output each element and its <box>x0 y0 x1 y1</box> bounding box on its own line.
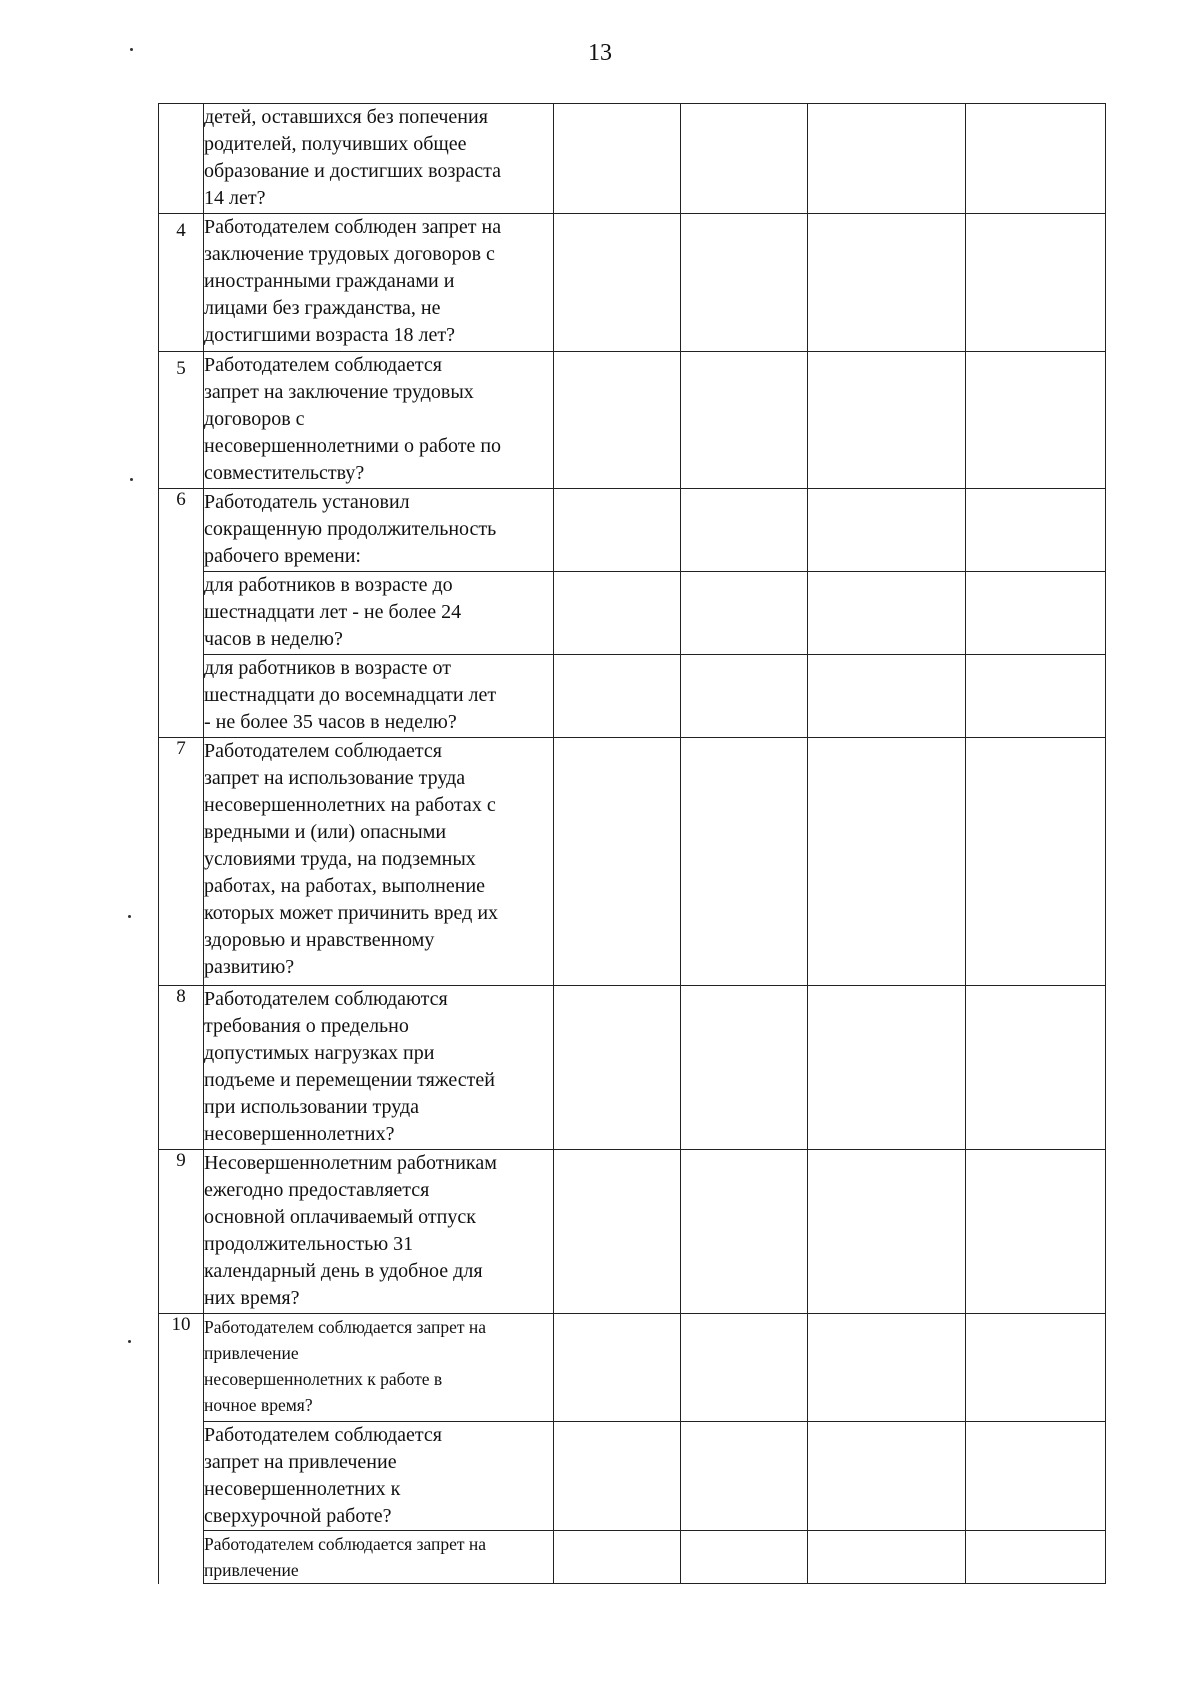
answer-cell-yes[interactable] <box>554 655 681 738</box>
answer-cell-no[interactable] <box>681 214 808 352</box>
answer-cell-note[interactable] <box>966 1314 1106 1422</box>
table-row <box>159 1531 1106 1584</box>
answer-cell-na[interactable] <box>808 1150 966 1314</box>
answer-cell-na[interactable] <box>808 738 966 986</box>
table-row <box>159 489 1106 572</box>
answer-cell-note[interactable] <box>966 489 1106 572</box>
answer-cell-yes[interactable] <box>554 572 681 655</box>
answer-cell-note[interactable] <box>966 738 1106 986</box>
answer-cell-note[interactable] <box>966 1531 1106 1584</box>
answer-cell-na[interactable] <box>808 214 966 352</box>
row-number: 5 <box>159 352 204 489</box>
answer-cell-no[interactable] <box>681 738 808 986</box>
answer-cell-note[interactable] <box>966 104 1106 214</box>
table-row <box>159 1422 1106 1531</box>
answer-cell-no[interactable] <box>681 1422 808 1531</box>
answer-cell-na[interactable] <box>808 352 966 489</box>
answer-cell-yes[interactable] <box>554 1314 681 1422</box>
answer-cell-no[interactable] <box>681 489 808 572</box>
answer-cell-yes[interactable] <box>554 986 681 1150</box>
answer-cell-na[interactable] <box>808 655 966 738</box>
question-text: детей, оставшихся без попечения родителей, получивших общее образование и достигших возраста 14 лет? <box>204 104 554 214</box>
table-row <box>159 1314 1106 1422</box>
table-row <box>159 214 1106 352</box>
question-text: Работодателем соблюдается запрет на привлечение <box>204 1531 554 1584</box>
answer-cell-yes[interactable] <box>554 104 681 214</box>
answer-cell-no[interactable] <box>681 986 808 1150</box>
table-row <box>159 352 1106 489</box>
answer-cell-na[interactable] <box>808 986 966 1150</box>
answer-cell-note[interactable] <box>966 1150 1106 1314</box>
answer-cell-no[interactable] <box>681 104 808 214</box>
question-text: для работников в возрасте от шестнадцати до восемнадцати лет - не более 35 часов в неделю? <box>204 655 554 738</box>
page-number: 13 <box>588 40 612 66</box>
row-number: 8 <box>159 986 204 1150</box>
question-text: Несовершеннолетним работникам ежегодно предоставляется основной оплачиваемый отпуск продолжительностью 31 календарный день в удобное для них время? <box>204 1150 554 1314</box>
answer-cell-note[interactable] <box>966 986 1106 1150</box>
answer-cell-note[interactable] <box>966 352 1106 489</box>
answer-cell-no[interactable] <box>681 1531 808 1584</box>
answer-cell-no[interactable] <box>681 1314 808 1422</box>
table-row <box>159 986 1106 1150</box>
table-row <box>159 1150 1106 1314</box>
question-text: Работодателем соблюдается запрет на привлечение несовершеннолетних к работе в ночное время? <box>204 1314 554 1422</box>
row-number: 10 <box>159 1314 204 1584</box>
scan-speck <box>128 1340 131 1343</box>
answer-cell-note[interactable] <box>966 655 1106 738</box>
table-row <box>159 104 1106 214</box>
answer-cell-yes[interactable] <box>554 214 681 352</box>
row-number <box>159 104 204 214</box>
answer-cell-yes[interactable] <box>554 1531 681 1584</box>
row-number: 6 <box>159 489 204 738</box>
table-row <box>159 738 1106 986</box>
question-text: Работодателем соблюдается запрет на использование труда несовершеннолетних на работах с вредными и (или) опасными условиями труда, на подземных работах, на работах, выполнение которых может причинить вред их здоровью и нравственному развитию? <box>204 738 554 986</box>
checklist-table <box>158 103 1106 1584</box>
scan-speck <box>130 48 133 51</box>
answer-cell-no[interactable] <box>681 352 808 489</box>
answer-cell-na[interactable] <box>808 1531 966 1584</box>
question-text: Работодателем соблюдается запрет на привлечение несовершеннолетних к сверхурочной работе? <box>204 1422 554 1531</box>
answer-cell-note[interactable] <box>966 572 1106 655</box>
answer-cell-note[interactable] <box>966 1422 1106 1531</box>
question-text: Работодателем соблюдается запрет на заключение трудовых договоров с несовершеннолетними о работе по совместительству? <box>204 352 554 489</box>
answer-cell-na[interactable] <box>808 489 966 572</box>
answer-cell-no[interactable] <box>681 1150 808 1314</box>
table-row <box>159 572 1106 655</box>
answer-cell-yes[interactable] <box>554 1150 681 1314</box>
question-text: Работодателем соблюдаются требования о предельно допустимых нагрузках при подъеме и перемещении тяжестей при использовании труда несовершеннолетних? <box>204 986 554 1150</box>
row-number: 9 <box>159 1150 204 1314</box>
question-text: Работодателем соблюден запрет на заключение трудовых договоров с иностранными гражданами и лицами без гражданства, не достигшими возраста 18 лет? <box>204 214 554 352</box>
answer-cell-no[interactable] <box>681 655 808 738</box>
scan-speck <box>128 915 131 918</box>
answer-cell-no[interactable] <box>681 572 808 655</box>
answer-cell-yes[interactable] <box>554 1422 681 1531</box>
row-number: 7 <box>159 738 204 986</box>
answer-cell-yes[interactable] <box>554 738 681 986</box>
answer-cell-yes[interactable] <box>554 352 681 489</box>
scan-speck <box>130 478 133 481</box>
answer-cell-yes[interactable] <box>554 489 681 572</box>
answer-cell-note[interactable] <box>966 214 1106 352</box>
answer-cell-na[interactable] <box>808 1314 966 1422</box>
answer-cell-na[interactable] <box>808 572 966 655</box>
question-text: для работников в возрасте до шестнадцати лет - не более 24 часов в неделю? <box>204 572 554 655</box>
answer-cell-na[interactable] <box>808 1422 966 1531</box>
table-row <box>159 655 1106 738</box>
question-text: Работодатель установил сокращенную продолжительность рабочего времени: <box>204 489 554 572</box>
row-number: 4 <box>159 214 204 352</box>
answer-cell-na[interactable] <box>808 104 966 214</box>
